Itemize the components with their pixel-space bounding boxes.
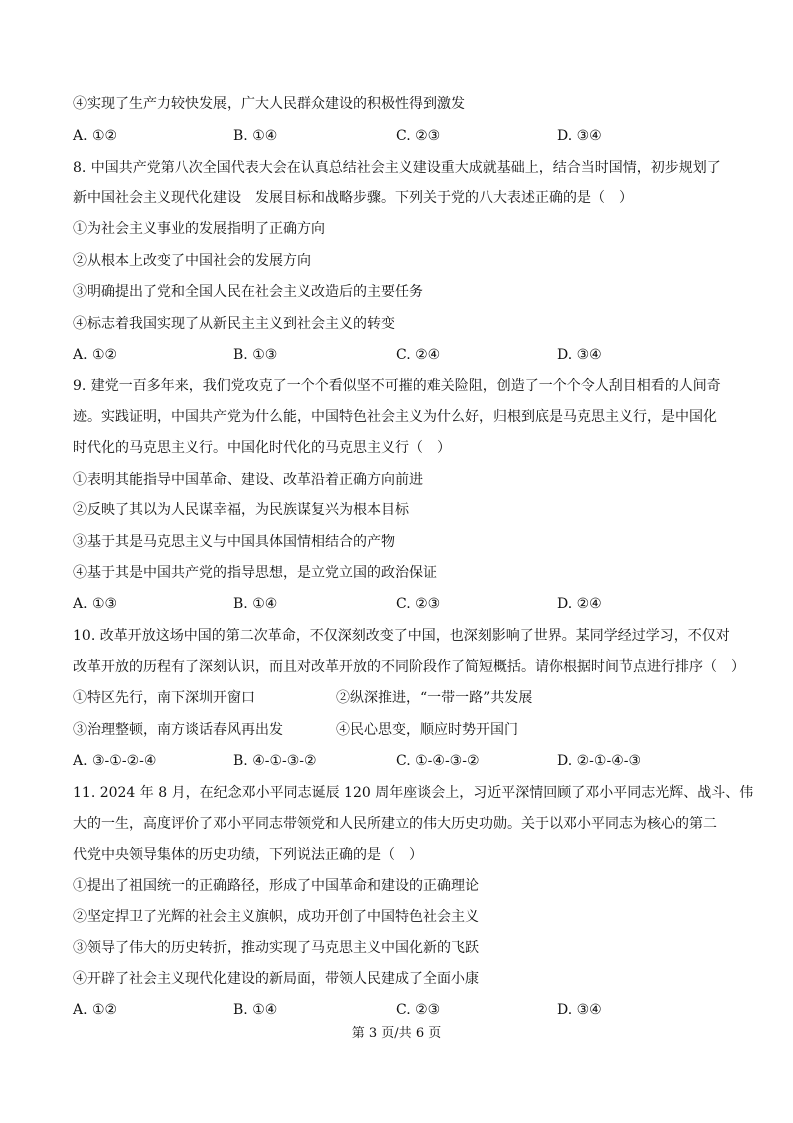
q8-option-c: C. ②④: [396, 347, 441, 363]
q8-option-a: A. ①②: [73, 347, 118, 363]
q10-stem-line-2: 改革开放的历程有了深刻认识，而且对改革开放的不同阶段作了简短概括。请你根据时间节点进行排序（ ）: [73, 659, 745, 675]
q9-item-4: ④基于其是中国共产党的指导思想，是立党立国的政治保证: [73, 565, 437, 581]
q8-stem-line-1: 8. 中国共产党第八次全国代表大会在认真总结社会主义建设重大成就基础上，结合当时国情，初步规划了: [73, 160, 721, 176]
q11-stem-line-3: 代党中央领导集体的历史功绩，下列说法正确的是（ ）: [73, 847, 423, 863]
q11-item-3: ③领导了伟大的历史转折，推动实现了马克思主义中国化新的飞跃: [73, 940, 479, 956]
q10-option-d: D. ②-①-④-③: [557, 753, 642, 769]
q7-option-b: B. ①④: [233, 128, 278, 144]
q8-option-b: B. ①③: [233, 347, 278, 363]
q10-option-b: B. ④-①-③-②: [233, 753, 317, 769]
q8-stem-line-2: 新中国社会主义现代化建设 发展目标和战略步骤。下列关于党的八大表述正确的是（ ）: [73, 190, 633, 206]
q9-option-d: D. ②④: [557, 596, 602, 612]
q10-option-a: A. ③-①-②-④: [73, 753, 157, 769]
q7-item-4: ④实现了生产力较快发展，广大人民群众建设的积极性得到激发: [73, 96, 465, 112]
q11-option-a: A. ①②: [73, 1002, 118, 1018]
q7-option-a: A. ①②: [73, 128, 118, 144]
q10-stem-line-1: 10. 改革开放这场中国的第二次革命，不仅深刻改变了中国，也深刻影响了世界。某同学经过学习，不仅对: [73, 628, 730, 644]
q8-item-2: ②从根本上改变了中国社会的发展方向: [73, 253, 311, 269]
q8-option-d: D. ③④: [557, 347, 602, 363]
q8-item-4: ④标志着我国实现了从新民主主义到社会主义的转变: [73, 316, 395, 332]
q7-option-d: D. ③④: [557, 128, 602, 144]
q7-option-c: C. ②③: [396, 128, 441, 144]
q9-option-b: B. ①④: [233, 596, 278, 612]
q8-item-3: ③明确提出了党和全国人民在社会主义改造后的主要任务: [73, 284, 423, 300]
q11-stem-line-2: 大的一生，高度评价了邓小平同志带领党和人民所建立的伟大历史功勋。关于以邓小平同志为核心的第二: [73, 816, 717, 832]
q9-option-c: C. ②③: [396, 596, 441, 612]
q11-item-2: ②坚定捍卫了光辉的社会主义旗帜，成功开创了中国特色社会主义: [73, 909, 479, 925]
q11-option-c: C. ②③: [396, 1002, 441, 1018]
q11-stem-line-1: 11. 2024 年 8 月，在纪念邓小平同志诞辰 120 周年座谈会上，习近平深情回顾了邓小平同志光辉、战斗、伟: [73, 785, 754, 801]
q8-item-1: ①为社会主义事业的发展指明了正确方向: [73, 221, 325, 237]
q9-stem-line-1: 9. 建党一百多年来，我们党攻克了一个个看似坚不可摧的难关险阻，创造了一个个令人刮目相看的人间奇: [73, 378, 721, 394]
q9-item-2: ②反映了其以为人民谋幸福，为民族谋复兴为根本目标: [73, 502, 409, 518]
q10-item-4: ④民心思变，顺应时势开国门: [336, 722, 518, 738]
q10-item-1: ①特区先行，南下深圳开窗口: [73, 690, 255, 706]
q10-item-3: ③治理整顿，南方谈话春风再出发: [73, 722, 283, 738]
q9-item-3: ③基于其是马克思主义与中国具体国情相结合的产物: [73, 534, 395, 550]
q9-stem-line-2: 迹。实践证明，中国共产党为什么能，中国特色社会主义为什么好，归根到底是马克思主义行，是中国化: [73, 409, 717, 425]
q11-option-b: B. ①④: [233, 1002, 278, 1018]
q9-option-a: A. ①③: [73, 596, 118, 612]
q10-option-c: C. ①-④-③-②: [396, 753, 480, 769]
page-footer: 第 3 页/共 6 页: [351, 1026, 442, 1041]
q9-item-1: ①表明其能指导中国革命、建设、改革沿着正确方向前进: [73, 472, 423, 488]
q11-option-d: D. ③④: [557, 1002, 602, 1018]
q11-item-4: ④开辟了社会主义现代化建设的新局面，带领人民建成了全面小康: [73, 971, 479, 987]
q9-stem-line-3: 时代化的马克思主义行。中国化时代化的马克思主义行（ ）: [73, 440, 451, 456]
q10-item-2: ②纵深推进，“一带一路”共发展: [336, 690, 533, 706]
q11-item-1: ①提出了祖国统一的正确路径，形成了中国革命和建设的正确理论: [73, 878, 479, 894]
